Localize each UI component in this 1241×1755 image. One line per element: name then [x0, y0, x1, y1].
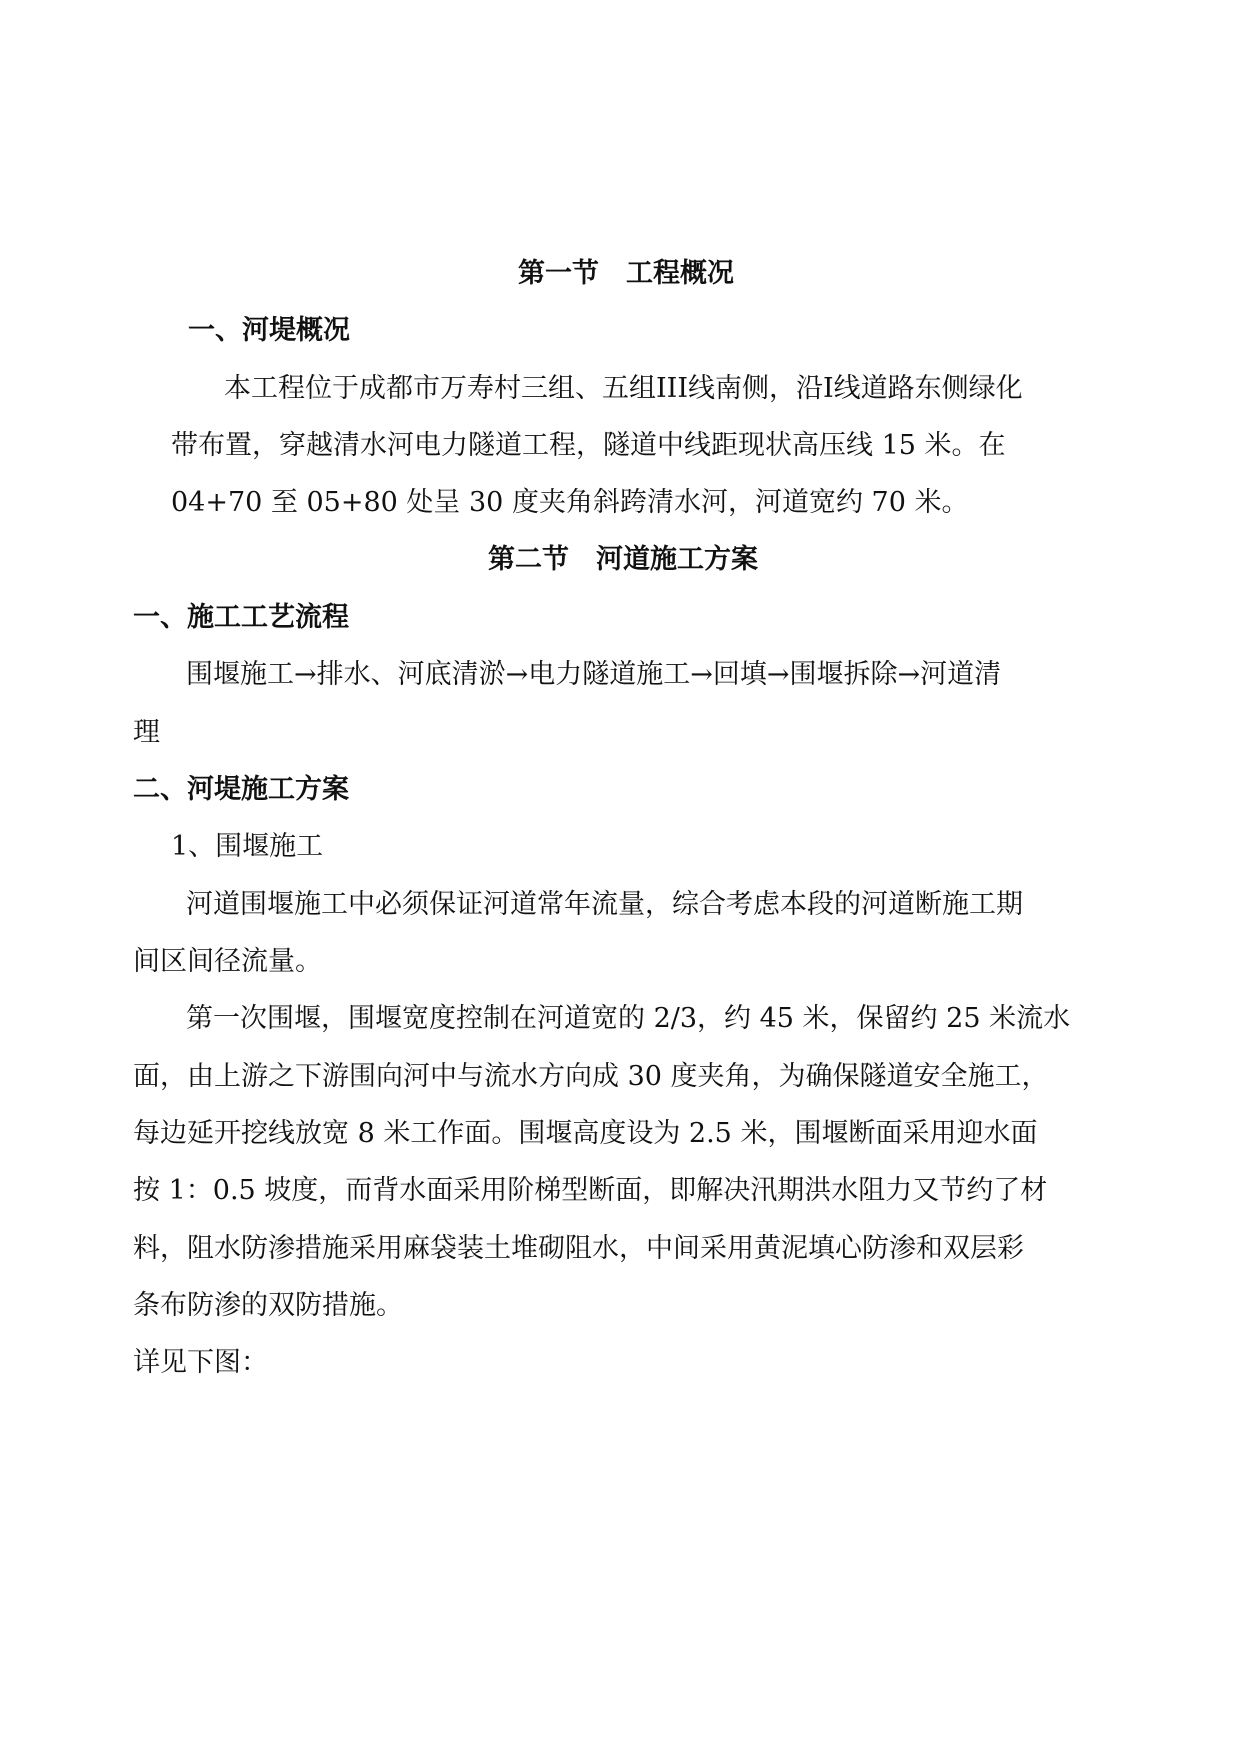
paragraph-line: 带布置，穿越清水河电力隧道工程，隧道中线距现状高压线 15 米。在 [171, 430, 1006, 461]
flow-line: 理 [133, 717, 160, 748]
paragraph-line: 按 1：0.5 坡度，而背水面采用阶梯型断面，即解决汛期洪水阻力又节约了材 [133, 1175, 1048, 1206]
paragraph-line: 条布防渗的双防措施。 [133, 1290, 403, 1321]
paragraph-line: 间区间径流量。 [133, 946, 322, 977]
paragraph-line: 河道围堰施工中必须保证河道常年流量，综合考虑本段的河道断施工期 [186, 889, 1023, 920]
section-2-heading-1: 一、施工工艺流程 [133, 602, 349, 633]
see-figure-text: 详见下图： [133, 1347, 268, 1378]
section-1-heading-1: 一、河堤概况 [188, 315, 350, 346]
paragraph-line: 料，阻水防渗措施采用麻袋装土堆砌阻水，中间采用黄泥填心防渗和双层彩 [133, 1233, 1024, 1264]
section-2-heading-2: 二、河堤施工方案 [133, 774, 349, 805]
section-2-title: 第二节 河道施工方案 [488, 544, 758, 575]
paragraph-line: 本工程位于成都市万寿村三组、五组III线南侧，沿Ⅰ线道路东侧绿化 [224, 373, 1023, 404]
paragraph-line: 每边延开挖线放宽 8 米工作面。围堰高度设为 2.5 米，围堰断面采用迎水面 [133, 1118, 1038, 1149]
flow-line: 围堰施工→排水、河底清淤→电力隧道施工→回填→围堰拆除→河道清 [186, 659, 1002, 690]
subheading: 1、围堰施工 [171, 831, 324, 862]
paragraph-line: 04+70 至 05+80 处呈 30 度夹角斜跨清水河，河道宽约 70 米。 [171, 487, 969, 518]
section-1-title: 第一节 工程概况 [518, 258, 734, 289]
paragraph-line: 第一次围堰，围堰宽度控制在河道宽的 2/3，约 45 米，保留约 25 米流水 [186, 1003, 1071, 1034]
paragraph-line: 面，由上游之下游围向河中与流水方向成 30 度夹角，为确保隧道安全施工， [133, 1061, 1049, 1092]
